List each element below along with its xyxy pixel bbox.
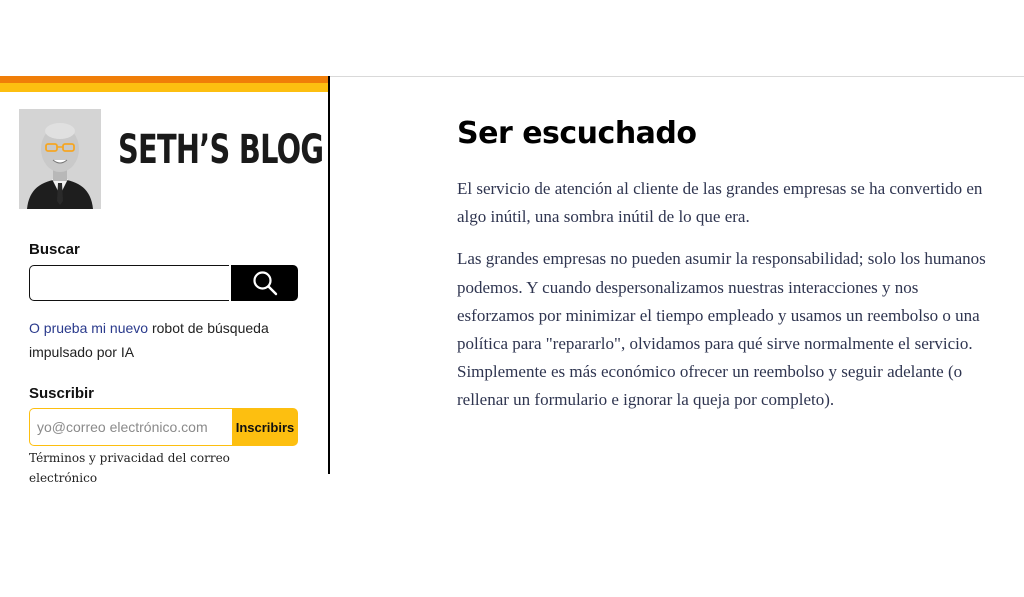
subscribe-button[interactable]: Inscribirs [232,408,298,446]
search-input[interactable] [29,265,229,301]
email-terms-link[interactable]: Términos y privacidad del correo electrónico [29,451,230,485]
ai-search-note [29,316,299,364]
subscribe-label: Suscribir [29,385,95,402]
avatar[interactable] [19,109,101,209]
sidebar-divider [328,76,330,474]
article-paragraph: El servicio de atención al cliente de las grandes empresas se ha convertido en algo inútil, una sombra inútil de lo que era. [457,179,983,227]
yellow-accent-bar [0,83,330,92]
article-body [457,175,992,429]
top-divider [330,76,1024,77]
search-icon [251,269,279,297]
article-paragraph: Las grandes empresas no pueden asumir la responsabilidad; solo los humanos podemos. Y cuando despersonalizamos nuestras interacciones y nos esforzamos por minimizar el tiempo empleado y usamos un reembolso o una política para "repararlo", olvidamos para qué sirve normalmente el servicio. Simplemente es más económico ofrecer un reembolso y seguir adelante (o rellenar un formulario e ignorar la queja por completo). [457,249,986,410]
orange-accent-bar [0,76,330,83]
article-title[interactable]: Ser escuchado [457,116,697,151]
email-input[interactable] [29,408,232,446]
blog-title[interactable]: SETH’S BLOG [118,127,324,173]
ai-search-link[interactable]: O prueba mi nuevo [29,320,149,336]
avatar-portrait [19,109,101,209]
ai-search-note-text: robot de búsqueda impulsado por IA [29,320,269,360]
search-label: Buscar [29,241,80,258]
sidebar [0,76,330,485]
search-button[interactable] [231,265,298,301]
